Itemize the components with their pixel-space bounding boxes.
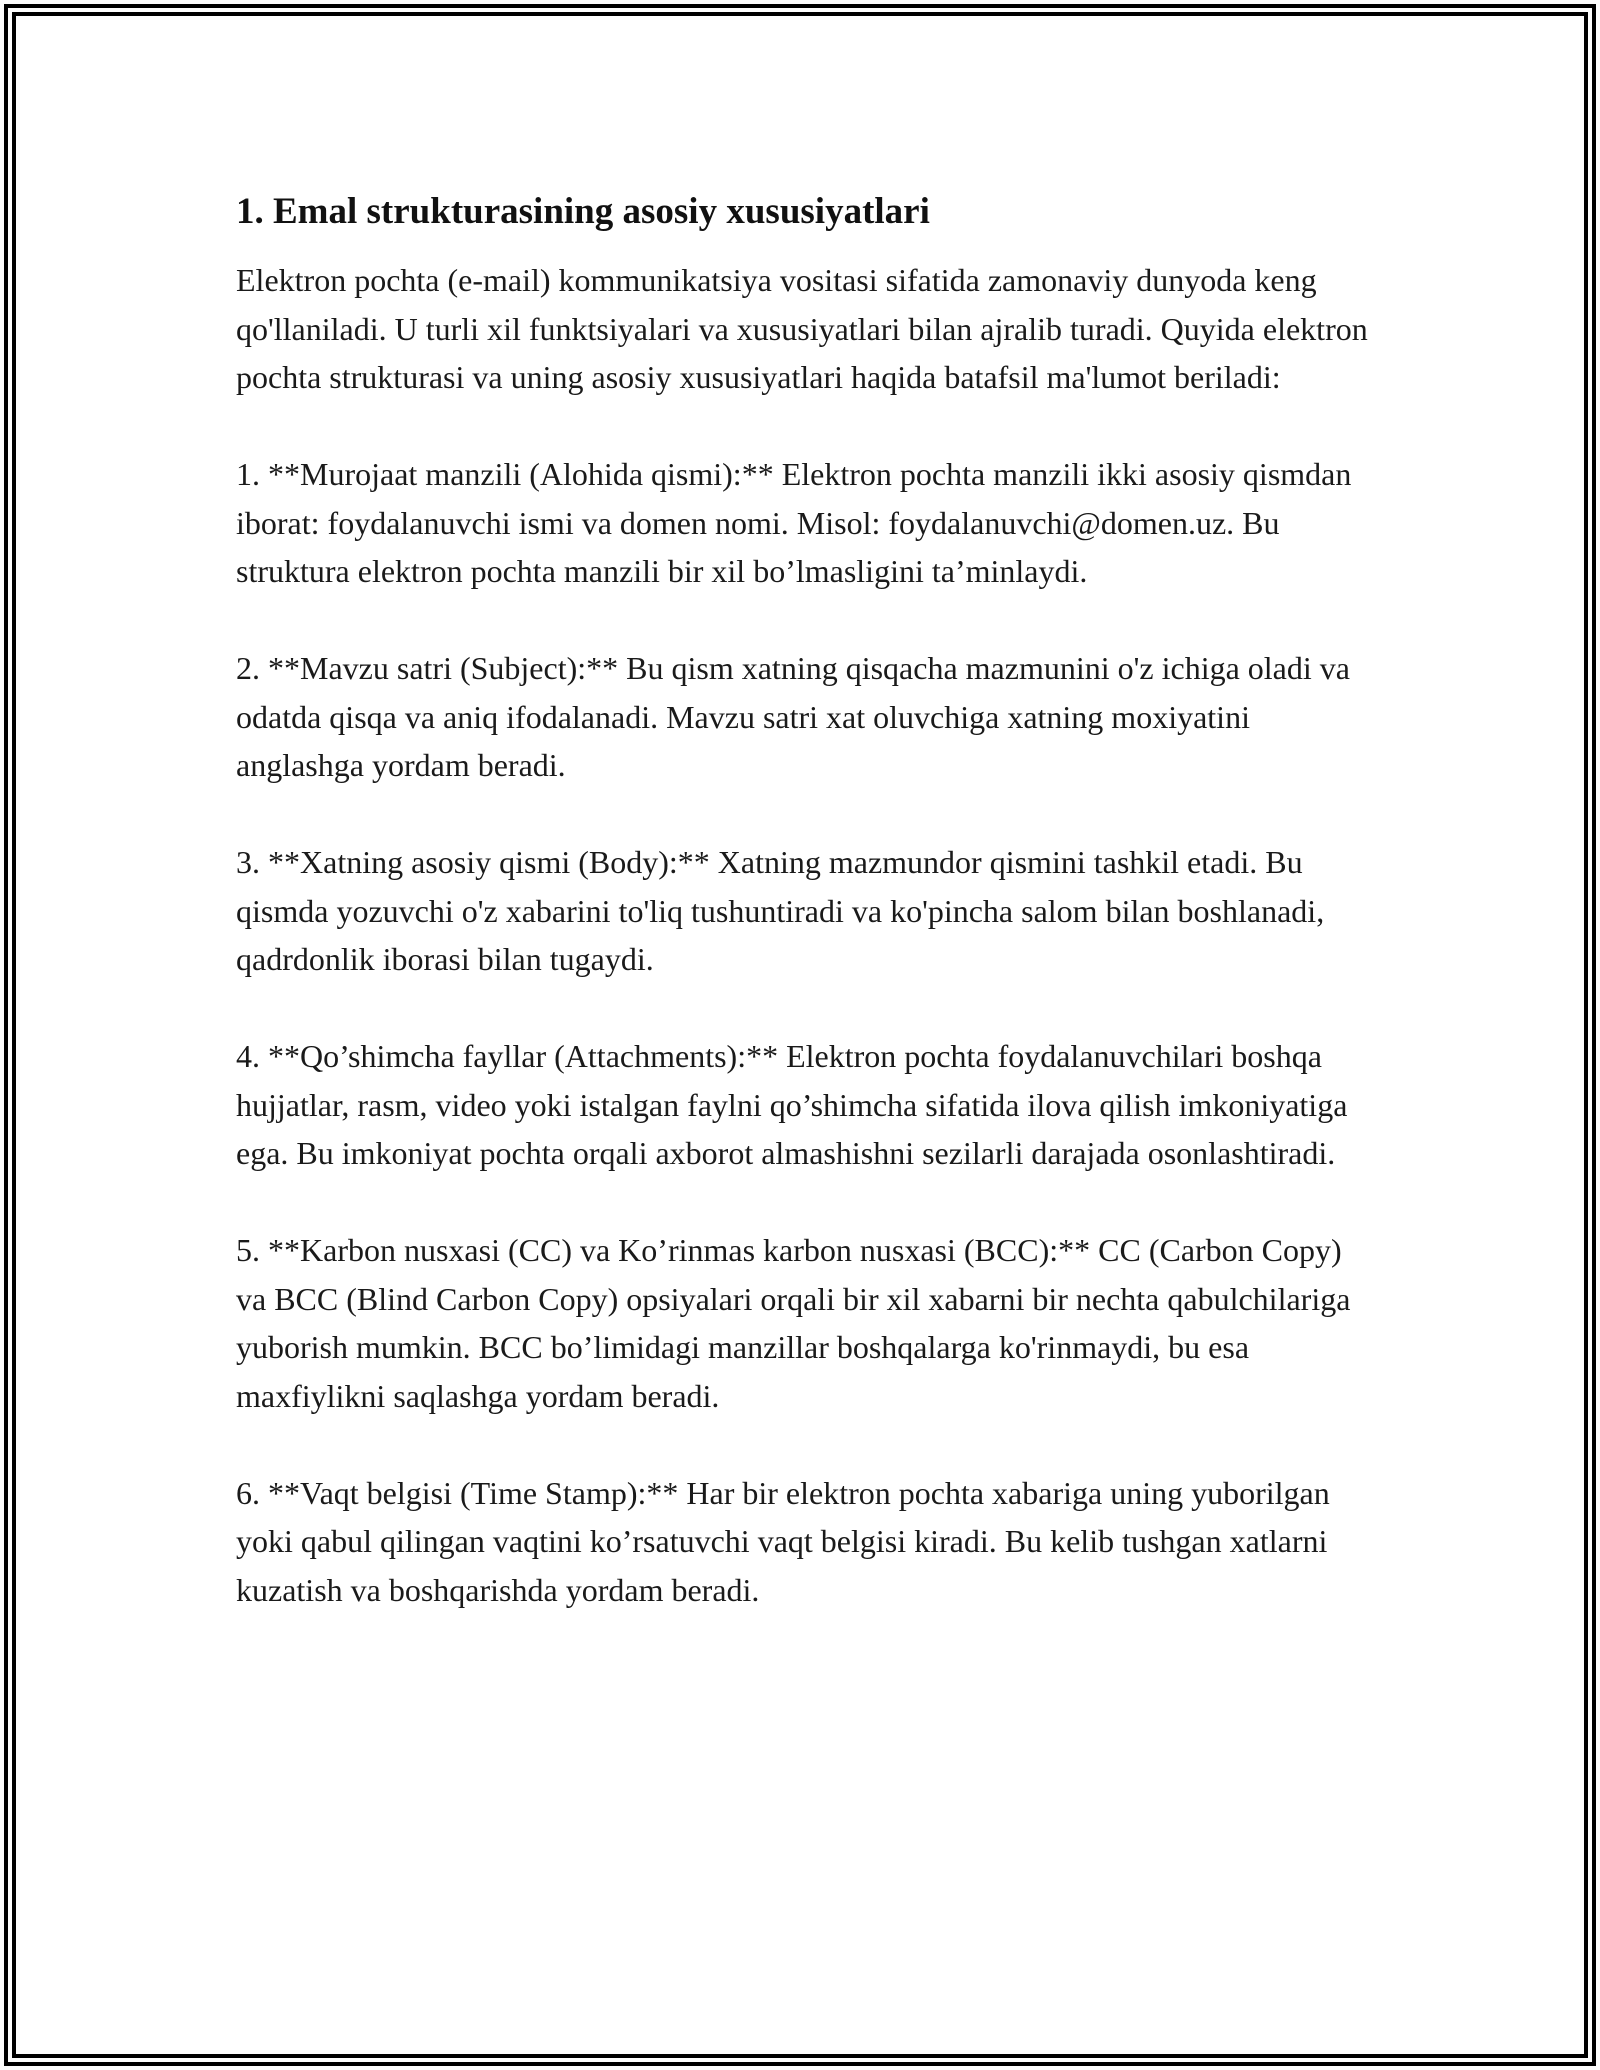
list-item-timestamp: 6. **Vaqt belgisi (Time Stamp):** Har bir elektron pochta xabariga uning yuborilgan yoki qabul qilingan vaqtini ko’rsatuvchi vaqt belgisi kiradi. Bu kelib tushgan xatlarni kuzatish va boshqarishda yordam beradi. — [236, 1474, 1330, 1608]
intro-paragraph: Elektron pochta (e-mail) kommunikatsiya vositasi sifatida zamonaviy dunyoda keng qo'llaniladi. U turli xil funktsiyalari va xususiyatlari bilan ajralib turadi. Quyida elektron pochta strukturasi va uning asosiy xususiyatlari haqida batafsil ma'lumot beriladi: — [236, 262, 1368, 395]
list-item-address: 1. **Murojaat manzili (Alohida qismi):** Elektron pochta manzili ikki asosiy qismdan iborat: foydalanuvchi ismi va domen nomi. Misol: foydalanuvchi@domen.uz. Bu struktura elektron pochta manzili bir xil bo’lmasligini ta’minlaydi. — [236, 456, 1352, 589]
page-title: 1. Emal strukturasining asosiy xususiyatlari — [236, 191, 930, 232]
list-item-attachments: 4. **Qo’shimcha fayllar (Attachments):** Elektron pochta foydalanuvchilari boshqa hujjatlar, rasm, video yoki istalgan faylni qo’shimcha sifatida ilova qilish imkoniyatiga ega. Bu imkoniyat pochta orqali axborot almashishni sezilarli darajada osonlashtiradi. — [236, 1038, 1348, 1171]
list-item-subject: 2. **Mavzu satri (Subject):** Bu qism xatning qisqacha mazmunini o'z ichiga oladi va odatda qisqa va aniq ifodalanadi. Mavzu satri xat oluvchiga xatning moxiyatini anglashga yordam beradi. — [236, 650, 1350, 783]
list-item-cc-bcc: 5. **Karbon nusxasi (CC) va Ko’rinmas karbon nusxasi (BCC):** CC (Carbon Copy) va BCC (Blind Carbon Copy) opsiyalari orqali bir xil xabarni bir nechta qabulchilariga yuborish mumkin. BCC bo’limidagi manzillar boshqalarga ko'rinmaydi, bu esa maxfiylikni saqlashga yordam beradi. — [236, 1232, 1351, 1414]
document-body — [236, 188, 1376, 1663]
list-item-body: 3. **Xatning asosiy qismi (Body):** Xatning mazmundor qismini tashkil etadi. Bu qismda yozuvchi o'z xabarini to'liq tushuntiradi va ko'pincha salom bilan boshlanadi, qadrdonlik iborasi bilan tugaydi. — [236, 844, 1325, 977]
